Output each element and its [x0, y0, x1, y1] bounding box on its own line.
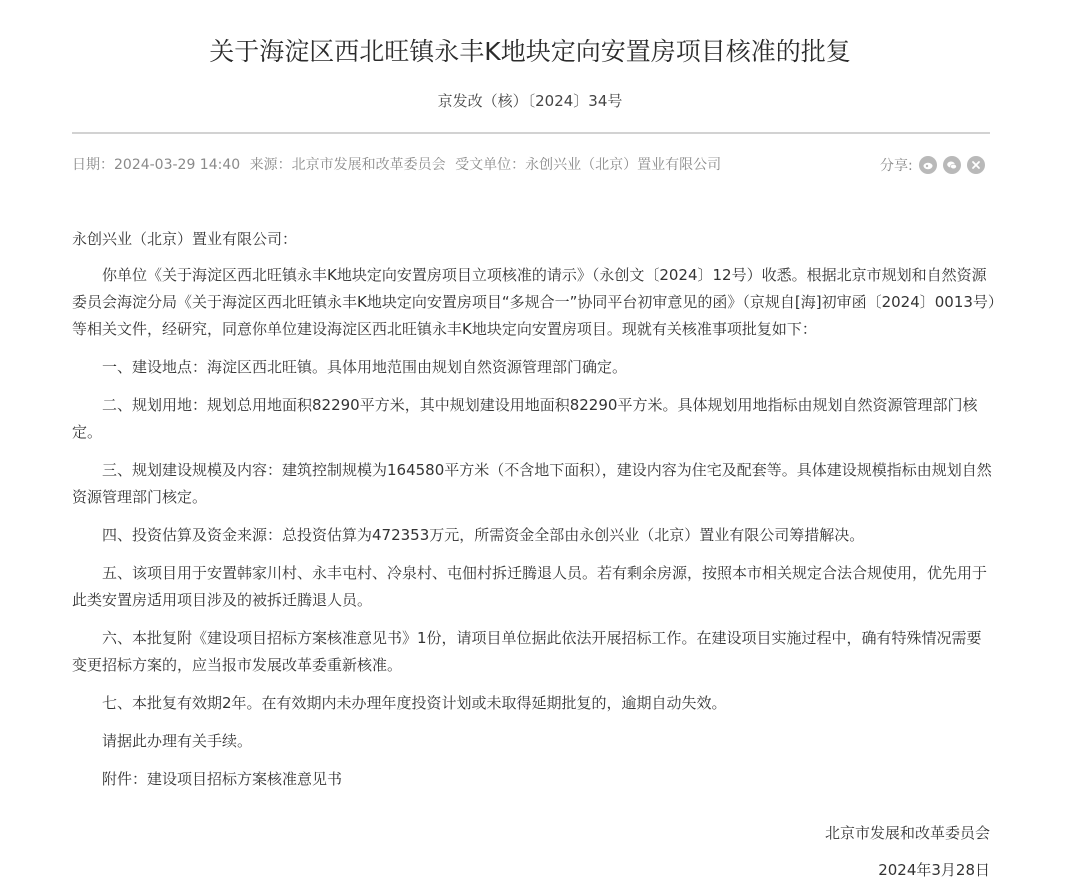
item-resettlement: 五、该项目用于安置韩家川村、永丰屯村、冷泉村、屯佃村拆迁腾退人员。若有剩余房源，按照本市相关规定合法合规使用，优先用于此类安置房适用项目涉及的被拆迁腾退人员。 [72, 564, 988, 609]
item-investment: 四、投资估算及资金来源：总投资估算为472353万元，所需资金全部由永创兴业（北京）置业有限公司筹措解决。 [102, 526, 865, 544]
signature-org: 北京市发展和改革委员会 [824, 824, 990, 842]
item-construction-scale: 三、规划建设规模及内容：建筑控制规模为164580平方米（不含地下面积），建设内容为住宅及配套等。具体建设规模指标由规划自然资源管理部门核定。 [72, 461, 992, 506]
item-bidding: 六、本批复附《建设项目招标方案核准意见书》1份，请项目单位据此依法开展招标工作。在建设项目实施过程中，确有特殊情况需要变更招标方案的，应当报市发展改革委重新核准。 [72, 629, 982, 674]
closing-line: 请据此办理有关手续。 [102, 732, 253, 750]
source: 来源：北京市发展和改革委员会 [249, 157, 446, 173]
item-land-use: 二、规划用地：规划总用地面积82290平方米，其中规划建设用地面积82290平方米。具体规划用地指标由规划自然资源管理部门核定。 [72, 396, 978, 441]
publish-date: 日期：2024-03-29 14:40 [72, 157, 241, 173]
page-title: 关于海淀区西北旺镇永丰K地块定向安置房项目核准的批复 [209, 37, 851, 66]
attachment-line: 附件：建设项目招标方案核准意见书 [102, 770, 343, 788]
wechat-icon[interactable] [943, 156, 961, 174]
intro-paragraph: 你单位《关于海淀区西北旺镇永丰K地块定向安置房项目立项核准的请示》（永创文〔2024〕12号）收悉。根据北京市规划和自然资源委员会海淀分局《关于海淀区西北旺镇永丰K地块定向安置房项目“多规合一”协同平台初审意见的函》（京规自[海]初审函〔2024〕0013号）等相关文件，经研究，同意你单位建设海淀区西北旺镇永丰K地块定向安置房项目。现就有关核准事项批复如下： [72, 266, 996, 338]
weibo-icon[interactable] [919, 156, 937, 174]
document-body [72, 226, 996, 804]
share-label: 分享: [880, 158, 913, 174]
signature-date: 2024年3月28日 [878, 861, 990, 879]
meta-info [72, 153, 726, 177]
signature-block [825, 820, 990, 884]
more-icon[interactable] [967, 156, 985, 174]
header-divider [72, 132, 990, 134]
share-bar [880, 153, 985, 177]
item-location: 一、建设地点：海淀区西北旺镇。具体用地范围由规划自然资源管理部门确定。 [102, 358, 628, 376]
item-validity: 七、本批复有效期2年。在有效期内未办理年度投资计划或未取得延期批复的，逾期自动失效。 [102, 694, 727, 712]
salutation: 永创兴业（北京）置业有限公司： [72, 230, 298, 248]
recipient: 受文单位：永创兴业（北京）置业有限公司 [455, 157, 722, 173]
document-number: 京发改（核）〔2024〕34号 [437, 92, 623, 110]
